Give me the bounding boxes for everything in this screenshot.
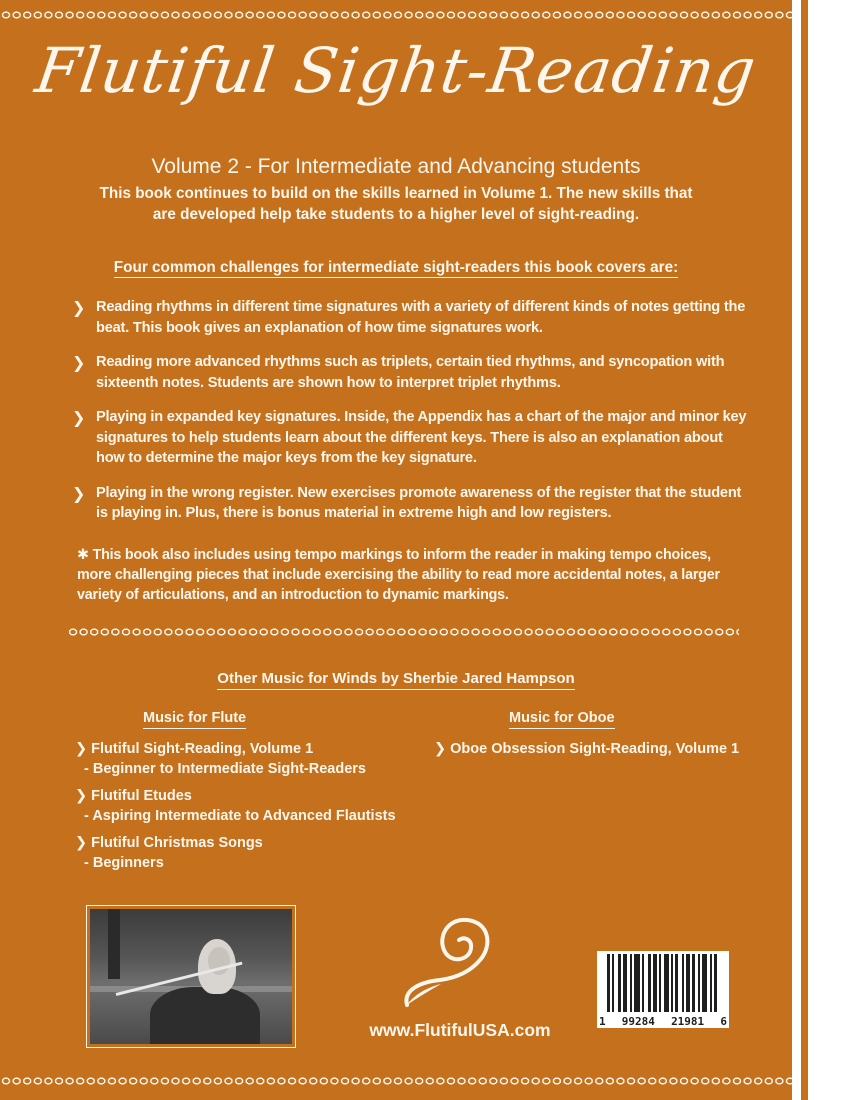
book-title: Flutiful Sight-Reading (31, 34, 761, 107)
challenge-text: Playing in expanded key signatures. Inside, the Appendix has a chart of the major and minor key signatures to help students learn about the different keys. There is also an explanation about how to determine the major keys from the key signature. (96, 409, 747, 466)
volume-subtitle: Volume 2 - For Intermediate and Advancing students (151, 155, 641, 178)
other-music-heading (0, 670, 792, 687)
flute-column-heading (143, 710, 246, 726)
additional-features-note (77, 545, 737, 605)
publication-title: Flutiful Sight-Reading, Volume 1 (91, 741, 314, 757)
spine-edge-stripe (801, 0, 808, 1100)
barcode (597, 951, 729, 1028)
barcode-digit-group: 6 (720, 1015, 727, 1028)
author-photo-frame (86, 905, 296, 1048)
publication-item (75, 787, 415, 826)
swirl-logo-icon (395, 910, 505, 1015)
publication-level: - Aspiring Intermediate to Advanced Flautists (84, 807, 396, 824)
publication-title: Flutiful Christmas Songs (91, 835, 263, 851)
oboe-column-heading (509, 710, 615, 726)
challenges-heading (0, 259, 792, 277)
asterisk-icon: ✱ (77, 547, 89, 563)
publication-item (338, 740, 758, 760)
challenge-item (70, 352, 750, 393)
chevron-right-icon: ❯ (75, 741, 88, 757)
publication-title: Oboe Obsession Sight-Reading, Volume 1 (450, 741, 740, 757)
barcode-digit-group: 99284 (621, 1015, 655, 1028)
publication-level: - Beginner to Intermediate Sight-Readers (84, 760, 366, 777)
chevron-right-icon: ❯ (434, 741, 447, 757)
challenges-list (70, 297, 750, 538)
intro-text: This book continues to build on the skills learned in Volume 1. The new skills that are developed help take students to a higher level of sight-reading. (99, 185, 693, 223)
chain-divider (67, 626, 739, 638)
chevron-right-icon: ❯ (72, 355, 86, 372)
challenge-text: Reading rhythms in different time signatures with a variety of different kinds of notes getting the beat. This book gives an explanation of how time signatures work. (96, 299, 746, 336)
chevron-right-icon: ❯ (72, 410, 86, 427)
photo-tree (108, 909, 120, 979)
chevron-right-icon: ❯ (75, 835, 88, 851)
chevron-right-icon: ❯ (72, 300, 86, 317)
barcode-digits (597, 1012, 729, 1028)
challenge-text: Reading more advanced rhythms such as triplets, certain tied rhythms, and syncopation with sixteenth notes. Students are shown how to interpret triplet rhythms. (96, 354, 725, 391)
barcode-bars (607, 954, 719, 1012)
chain-border-bottom (0, 1075, 792, 1087)
author-photo (90, 909, 292, 1044)
oboe-publications-list (338, 740, 758, 768)
challenge-item (70, 407, 750, 469)
oboe-heading-text: Music for Oboe (509, 710, 615, 729)
flute-heading-text: Music for Flute (143, 710, 246, 729)
photo-figure-body (150, 987, 260, 1044)
chevron-right-icon: ❯ (75, 788, 88, 804)
website-link[interactable]: www.FlutifulUSA.com (369, 1020, 551, 1040)
challenge-item (70, 483, 750, 524)
publication-title: Flutiful Etudes (91, 788, 192, 804)
other-music-heading-text: Other Music for Winds by Sherbie Jared Hampson (217, 670, 574, 690)
challenge-item (70, 297, 750, 338)
publication-item (75, 834, 415, 873)
chevron-right-icon: ❯ (72, 485, 86, 503)
challenges-heading-text: Four common challenges for intermediate sight-readers this book covers are: (113, 259, 679, 276)
publication-level: - Beginners (84, 854, 164, 871)
barcode-digit-group: 1 (599, 1015, 606, 1028)
barcode-digit-group: 21981 (671, 1015, 705, 1028)
note-text: This book also includes using tempo markings to inform the reader in making tempo choices, more challenging pieces that include exercising the ability to read more accidental notes, a larger variety of articulations, and an introduction to dynamic markings. (77, 547, 720, 603)
challenge-text: Playing in the wrong register. New exercises promote awareness of the register that the student is playing in. Plus, there is bonus material in extreme high and low registers. (96, 484, 742, 521)
chain-border-top (0, 9, 792, 21)
